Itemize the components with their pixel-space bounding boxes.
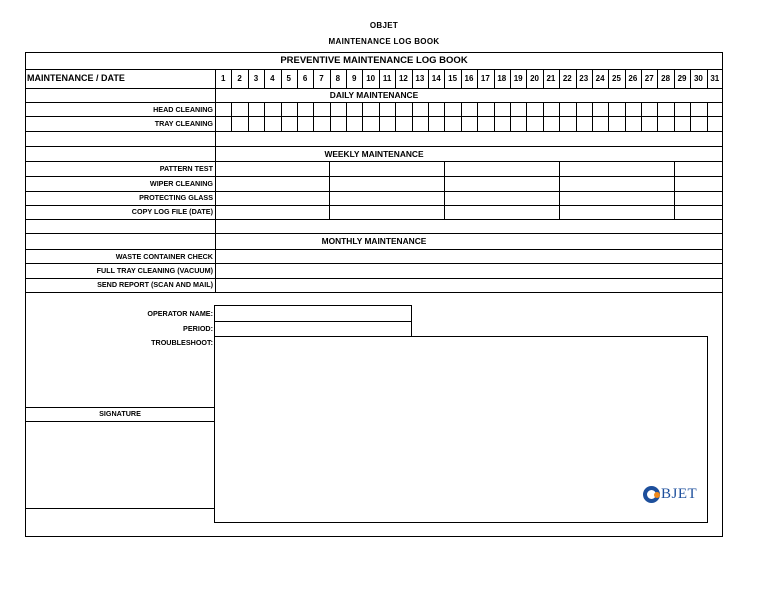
day-number: 29 — [677, 74, 687, 83]
company-name: OBJET — [369, 21, 399, 30]
operator-name-field[interactable] — [214, 305, 412, 322]
document-title: MAINTENANCE LOG BOOK — [328, 37, 440, 46]
day-number: 22 — [562, 74, 572, 83]
day-number: 5 — [286, 74, 291, 83]
period-field[interactable] — [214, 321, 412, 337]
day-number: 6 — [302, 74, 308, 83]
day-number: 9 — [352, 74, 357, 83]
daily-grid-line — [281, 102, 282, 131]
daily-grid-line — [657, 102, 658, 131]
troubleshoot-area[interactable] — [214, 336, 708, 523]
daily-grid-line — [461, 102, 462, 131]
daily-grid-line — [412, 102, 413, 131]
send-report-label: SEND REPORT (SCAN AND MAIL) — [97, 280, 213, 289]
day-number: 26 — [628, 74, 638, 83]
objet-logo — [643, 483, 697, 505]
day-number: 15 — [448, 74, 458, 83]
maintenance-date-label: MAINTENANCE / DATE — [27, 73, 125, 83]
copy-log-file-label: COPY LOG FILE (DATE) — [131, 207, 213, 216]
daily-grid-line — [444, 102, 445, 131]
signature-label: SIGNATURE — [99, 409, 141, 418]
daily-grid-line — [543, 102, 544, 131]
daily-grid-line — [477, 102, 478, 131]
tray-cleaning-label: TRAY CLEANING — [154, 119, 213, 128]
day-number: 30 — [693, 74, 703, 83]
day-number: 12 — [398, 74, 408, 83]
day-number: 23 — [579, 74, 589, 83]
daily-grid-line — [297, 102, 298, 131]
daily-grid-line — [330, 102, 331, 131]
protecting-glass-label: PROTECTING GLASS — [139, 193, 213, 202]
daily-grid-line — [510, 102, 511, 131]
full-tray-cleaning-label: FULL TRAY CLEANING (VACUUM) — [96, 266, 213, 275]
day-number: 24 — [595, 74, 605, 83]
logo-text: BJET — [661, 485, 698, 502]
wiper-cleaning-label: WIPER CLEANING — [149, 179, 213, 188]
troubleshoot-label: TROUBLESHOOT: — [151, 338, 213, 347]
logo-o-icon — [643, 486, 660, 503]
daily-grid-line — [395, 102, 396, 131]
daily-grid-line — [592, 102, 593, 131]
daily-grid-line — [707, 102, 708, 131]
daily-grid-line — [379, 102, 380, 131]
daily-grid-line — [608, 102, 609, 131]
day-number: 18 — [497, 74, 507, 83]
daily-grid-line — [231, 102, 232, 131]
day-number: 4 — [270, 74, 275, 83]
daily-grid-line — [641, 102, 642, 131]
daily-grid-line — [428, 102, 429, 131]
day-number: 20 — [530, 74, 539, 83]
day-number: 7 — [319, 74, 324, 83]
day-number: 3 — [253, 74, 259, 83]
daily-grid-line — [576, 102, 577, 131]
day-number: 13 — [415, 74, 425, 83]
day-number: 21 — [546, 74, 556, 83]
day-number: 28 — [661, 74, 671, 83]
daily-grid-line — [690, 102, 691, 131]
daily-grid-line — [494, 102, 495, 131]
logbook-title: PREVENTIVE MAINTENANCE LOG BOOK — [280, 55, 468, 66]
day-number: 17 — [480, 74, 490, 83]
day-number: 31 — [710, 74, 720, 83]
period-label: PERIOD: — [183, 324, 213, 333]
day-number: 2 — [237, 74, 242, 83]
day-number: 25 — [612, 74, 621, 83]
daily-grid-line — [346, 102, 347, 131]
day-number: 16 — [464, 74, 474, 83]
daily-grid-line — [248, 102, 249, 131]
daily-maintenance-title: DAILY MAINTENANCE — [329, 90, 419, 100]
day-number: 27 — [644, 74, 654, 83]
head-cleaning-label: HEAD CLEANING — [153, 105, 213, 114]
daily-grid-line — [264, 102, 265, 131]
operator-name-label: OPERATOR NAME: — [147, 309, 213, 318]
pattern-test-label: PATTERN TEST — [159, 164, 213, 173]
day-number: 19 — [513, 74, 523, 83]
monthly-maintenance-title: MONTHLY MAINTENANCE — [321, 236, 427, 246]
daily-grid-line — [362, 102, 363, 131]
day-number: 1 — [220, 74, 226, 83]
day-number: 11 — [382, 74, 392, 83]
weekly-maintenance-title: WEEKLY MAINTENANCE — [324, 149, 424, 159]
day-number: 8 — [335, 74, 341, 83]
daily-grid-line — [559, 102, 560, 131]
day-number: 10 — [366, 74, 376, 83]
day-number: 14 — [431, 74, 441, 83]
waste-container-check-label: WASTE CONTAINER CHECK — [115, 252, 213, 261]
daily-grid-line — [674, 102, 675, 131]
daily-grid-line — [625, 102, 626, 131]
daily-grid-line — [313, 102, 314, 131]
daily-grid-line — [526, 102, 527, 131]
